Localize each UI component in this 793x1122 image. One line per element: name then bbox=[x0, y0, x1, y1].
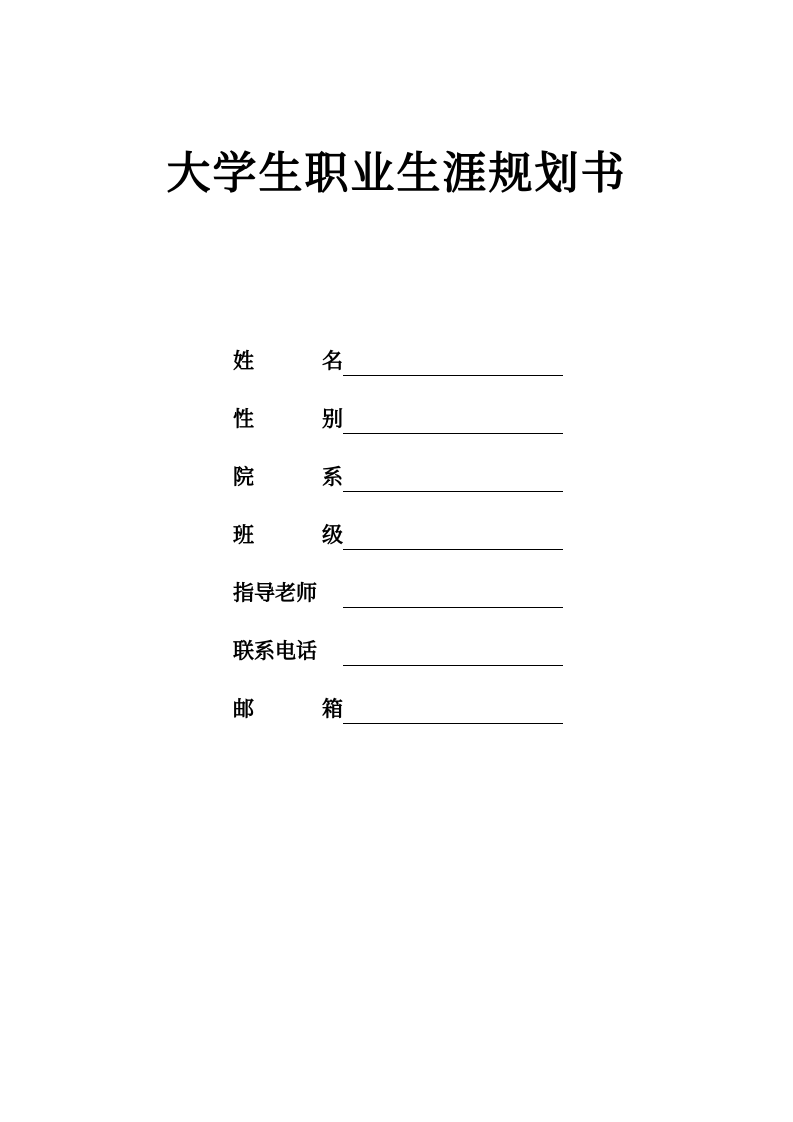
field-row-name bbox=[233, 318, 563, 376]
field-input-email[interactable] bbox=[343, 697, 563, 724]
field-label-gender-char-1: 性 bbox=[233, 406, 254, 431]
field-row-phone bbox=[233, 608, 563, 666]
field-label-department bbox=[233, 466, 343, 492]
field-label-name-char-1: 姓 bbox=[233, 348, 254, 373]
field-label-department-char-2: 系 bbox=[322, 464, 343, 489]
cover-fields-list bbox=[233, 318, 563, 724]
field-label-department-char-1: 院 bbox=[233, 464, 254, 489]
field-input-phone[interactable] bbox=[343, 639, 563, 666]
field-row-department bbox=[233, 434, 563, 492]
field-label-name-char-2: 名 bbox=[322, 348, 343, 373]
field-label-name bbox=[233, 350, 343, 376]
field-label-gender-char-2: 别 bbox=[322, 406, 343, 431]
field-label-class-char-2: 级 bbox=[322, 522, 343, 547]
field-input-department[interactable] bbox=[343, 465, 563, 492]
field-input-name[interactable] bbox=[343, 349, 563, 376]
field-label-email bbox=[233, 698, 343, 724]
field-label-phone: 联系电话 bbox=[233, 638, 317, 663]
field-row-class bbox=[233, 492, 563, 550]
field-label-email-char-2: 箱 bbox=[322, 696, 343, 721]
field-row-gender bbox=[233, 376, 563, 434]
page-title: 大学生职业生涯规划书 bbox=[166, 148, 627, 199]
field-row-advisor bbox=[233, 550, 563, 608]
field-label-gender bbox=[233, 408, 343, 434]
field-label-advisor: 指导老师 bbox=[233, 580, 317, 605]
field-input-class[interactable] bbox=[343, 523, 563, 550]
field-input-gender[interactable] bbox=[343, 407, 563, 434]
field-label-class bbox=[233, 524, 343, 550]
field-row-email bbox=[233, 666, 563, 724]
field-label-class-char-1: 班 bbox=[233, 522, 254, 547]
field-input-advisor[interactable] bbox=[343, 581, 563, 608]
field-label-email-char-1: 邮 bbox=[233, 696, 254, 721]
